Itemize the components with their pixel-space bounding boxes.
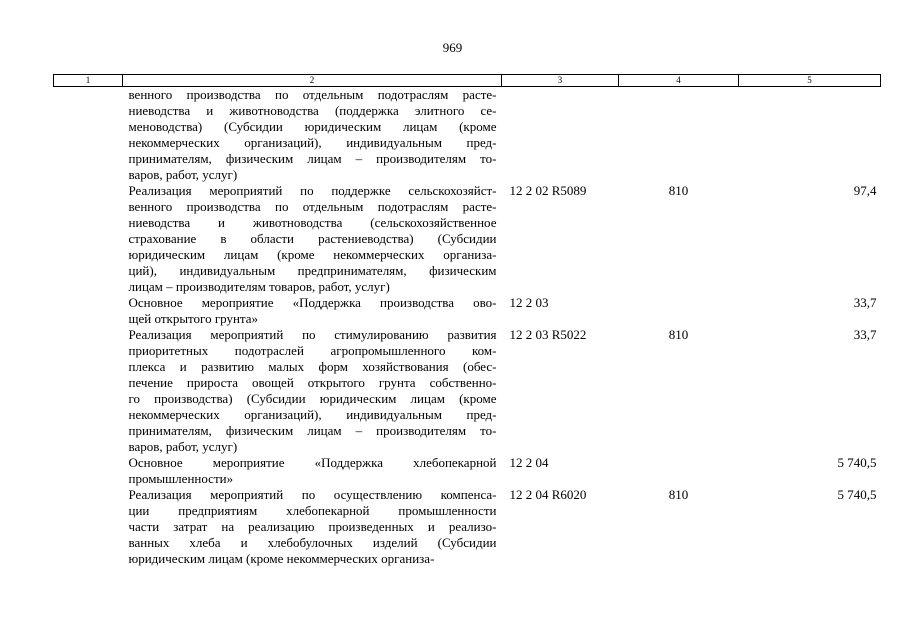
column-header-3: 3 [502, 75, 619, 87]
item-name-cell [123, 183, 502, 295]
item-name-line: ции предприятиям хлебопекарной промышленности [128, 503, 497, 518]
amount-cell: 5 740,5 [837, 487, 877, 502]
target-code-cell: 12 2 03 R5022 [509, 327, 587, 342]
item-name-cell [123, 327, 502, 455]
column-header-5: 5 [739, 75, 881, 87]
item-name-cell [123, 455, 502, 487]
amount-cell: 97,4 [853, 183, 877, 198]
table-row [54, 183, 881, 295]
table-row [54, 87, 881, 184]
budget-table [53, 74, 881, 567]
amount-cell [739, 87, 881, 184]
item-name-line: Основное мероприятие «Поддержка производства ово- [128, 295, 497, 310]
target-code-cell: 12 2 03 [509, 295, 549, 310]
item-name-line: ванных хлеба и хлебобулочных изделий (Субсидии [128, 535, 497, 550]
item-name-line: юридическим лицам (кроме некоммерческих организа- [128, 551, 435, 566]
expense-type-cell: 810 [668, 327, 689, 342]
target-code-cell [502, 87, 619, 184]
table-row [54, 295, 881, 327]
item-name-line: принимателям, физическим лицам – производителям то- [128, 151, 497, 166]
item-name-line: меноводства) (Субсидии юридическим лицам (кроме [128, 119, 497, 134]
column-header-1: 1 [54, 75, 123, 87]
column-header-2: 2 [123, 75, 502, 87]
table-header-row [54, 75, 881, 87]
row-number-cell [54, 455, 123, 487]
table-row [54, 455, 881, 487]
amount-cell: 5 740,5 [837, 455, 877, 470]
item-name-cell [123, 487, 502, 567]
expense-type-cell [619, 455, 739, 487]
item-name-line: приоритетных подотраслей агропромышленного ком- [128, 343, 497, 358]
item-name-line: венного производства по отдельным подотраслям расте- [128, 87, 497, 102]
item-name-line: некоммерческих организаций), индивидуальным пред- [128, 407, 497, 422]
item-name-line: плекса и развитию малых форм хозяйствования (обес- [128, 359, 497, 374]
item-name-line: ций), индивидуальным предпринимателям, физическим [128, 263, 497, 278]
item-name-line: некоммерческих организаций), индивидуальным пред- [128, 135, 497, 150]
table-row [54, 327, 881, 455]
item-name-line: принимателям, физическим лицам – производителям то- [128, 423, 497, 438]
column-header-4: 4 [619, 75, 739, 87]
item-name-line: юридическим лицам (кроме некоммерческих организа- [128, 247, 497, 262]
row-number-cell [54, 87, 123, 184]
item-name-line: части затрат на реализацию произведенных и реализо- [128, 519, 497, 534]
item-name-line: печение прироста овощей открытого грунта собственно- [128, 375, 497, 390]
row-number-cell [54, 327, 123, 455]
item-name-line: промышленности» [128, 471, 234, 486]
item-name-cell [123, 87, 502, 184]
item-name-line: Основное мероприятие «Поддержка хлебопекарной [128, 455, 497, 470]
item-name-line: щей открытого грунта» [128, 311, 259, 326]
item-name-cell [123, 295, 502, 327]
table-row [54, 487, 881, 567]
row-number-cell [54, 183, 123, 295]
amount-cell: 33,7 [853, 327, 877, 342]
item-name-line: лицам – производителям товаров, работ, услуг) [128, 279, 390, 294]
row-number-cell [54, 295, 123, 327]
item-name-line: Реализация мероприятий по стимулированию развития [128, 327, 497, 342]
item-name-line: варов, работ, услуг) [128, 439, 238, 454]
expense-type-cell: 810 [668, 183, 689, 198]
target-code-cell: 12 2 02 R5089 [509, 183, 587, 198]
amount-cell: 33,7 [853, 295, 877, 310]
item-name-line: го производства) (Субсидии юридическим лицам (кроме [128, 391, 497, 406]
expense-type-cell [619, 87, 739, 184]
target-code-cell: 12 2 04 R6020 [509, 487, 587, 502]
item-name-line: венного производства по отдельным подотраслям расте- [128, 199, 497, 214]
item-name-line: варов, работ, услуг) [128, 167, 238, 182]
expense-type-cell: 810 [668, 487, 689, 502]
item-name-line: ниеводства и животноводства (поддержка элитного се- [128, 103, 497, 118]
table-body [54, 87, 881, 568]
page-number: 969 [442, 40, 463, 55]
target-code-cell: 12 2 04 [509, 455, 549, 470]
item-name-line: ниеводства и животноводства (сельскохозяйственное [128, 215, 497, 230]
item-name-line: страхование в области растениеводства) (Субсидии [128, 231, 497, 246]
row-number-cell [54, 487, 123, 567]
expense-type-cell [619, 295, 739, 327]
item-name-line: Реализация мероприятий по осуществлению компенса- [128, 487, 497, 502]
item-name-line: Реализация мероприятий по поддержке сельскохозяйст- [128, 183, 497, 198]
